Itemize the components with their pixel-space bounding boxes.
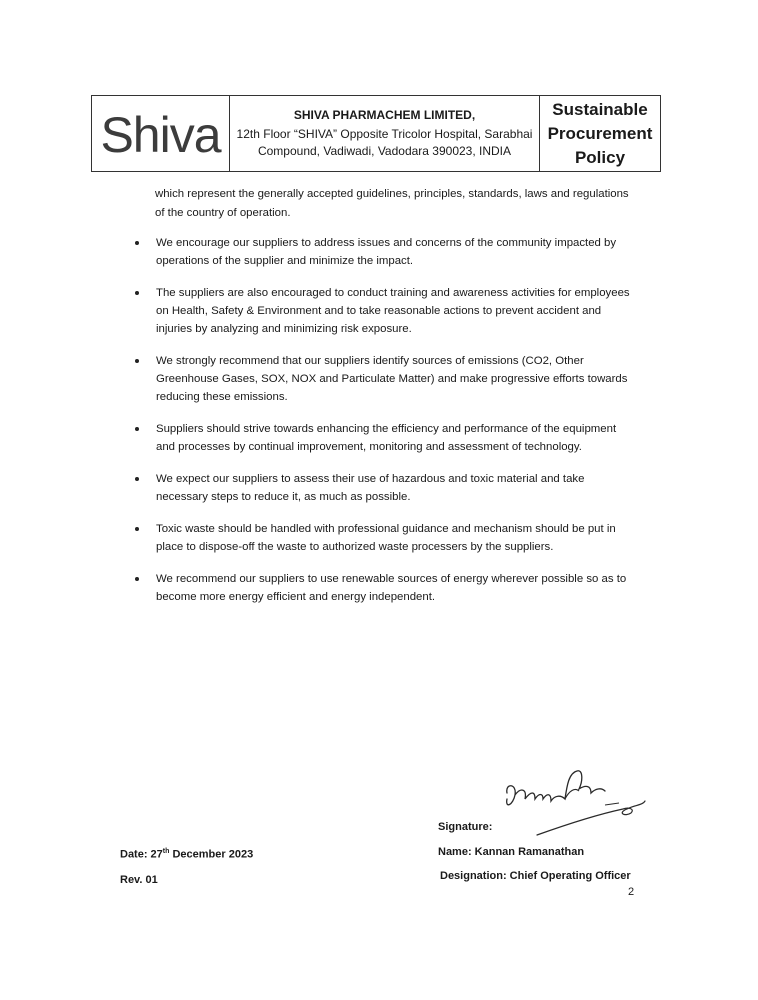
company-name: SHIVA PHARMACHEM LIMITED, — [293, 107, 476, 122]
title-line-2: Procurement — [547, 123, 653, 143]
list-item-text: We encourage our suppliers to address issues and concerns of the community impacted by operations of the supplier and minimize the impact. — [156, 237, 617, 267]
signatory-designation: Designation: Chief Operating Officer — [440, 870, 631, 882]
intro-paragraph: which represent the generally accepted guidelines, principles, standards, laws and regulations of the country of operation. — [155, 188, 629, 219]
signatory-name: Name: Kannan Ramanathan — [438, 846, 585, 858]
document-title-cell — [540, 96, 660, 171]
list-item — [135, 352, 635, 406]
company-address — [237, 126, 533, 160]
date-prefix: Date: 27 — [120, 848, 163, 861]
policy-bullet-list — [135, 234, 635, 620]
list-item-text: We expect our suppliers to assess their use of hazardous and toxic material and take necessary steps to reduce it, as much as possible. — [156, 473, 585, 503]
bullet-icon — [135, 291, 139, 295]
revision-number: Rev. 01 — [120, 874, 158, 886]
address-line-2: Compound, Vadiwadi, Vadodara 390023, INDIA — [257, 143, 512, 158]
signature-label: Signature: — [438, 821, 493, 833]
list-item — [135, 234, 635, 270]
title-line-3: Policy — [574, 147, 626, 167]
list-item-text: Suppliers should strive towards enhancing the efficiency and performance of the equipment and processes by continual improvement, monitoring and assessment of technology. — [156, 423, 617, 453]
list-item-text: We strongly recommend that our suppliers identify sources of emissions (CO2, Other Greenhouse Gases, SOX, NOX and Particulate Matter) and make progressive efforts towards reducing these emissions. — [156, 355, 628, 403]
document-title — [548, 98, 653, 170]
list-item — [135, 520, 635, 556]
company-address-block — [230, 96, 540, 171]
handwritten-signature — [495, 765, 650, 837]
letterhead — [91, 95, 661, 172]
bullet-icon — [135, 427, 139, 431]
list-item — [135, 470, 635, 506]
document-date — [120, 848, 253, 861]
bullet-icon — [135, 527, 139, 531]
bullet-icon — [135, 359, 139, 363]
company-logo: Shiva — [100, 106, 221, 163]
logo-cell — [92, 96, 230, 171]
address-line-1: 12th Floor “SHIVA” Opposite Tricolor Hospital, Sarabhai — [236, 126, 533, 141]
bullet-icon — [135, 577, 139, 581]
date-ordinal-suffix: th — [162, 848, 170, 855]
list-item — [135, 420, 635, 456]
title-line-1: Sustainable — [552, 99, 648, 119]
list-item-text: We recommend our suppliers to use renewable sources of energy wherever possible so as to become more energy efficient and energy independent. — [156, 573, 627, 603]
list-item-text: Toxic waste should be handled with professional guidance and mechanism should be put in place to dispose-off the waste to authorized waste processers by the suppliers. — [156, 523, 616, 553]
bullet-icon — [135, 241, 139, 245]
date-suffix: December 2023 — [169, 848, 254, 861]
page-number: 2 — [628, 886, 635, 898]
bullet-icon — [135, 477, 139, 481]
list-item — [135, 284, 635, 338]
list-item-text: The suppliers are also encouraged to conduct training and awareness activities for employees on Health, Safety & Environment and to take reasonable actions to prevent accident and injuries by analyzing and minimizing risk exposure. — [156, 287, 630, 335]
list-item — [135, 570, 635, 606]
